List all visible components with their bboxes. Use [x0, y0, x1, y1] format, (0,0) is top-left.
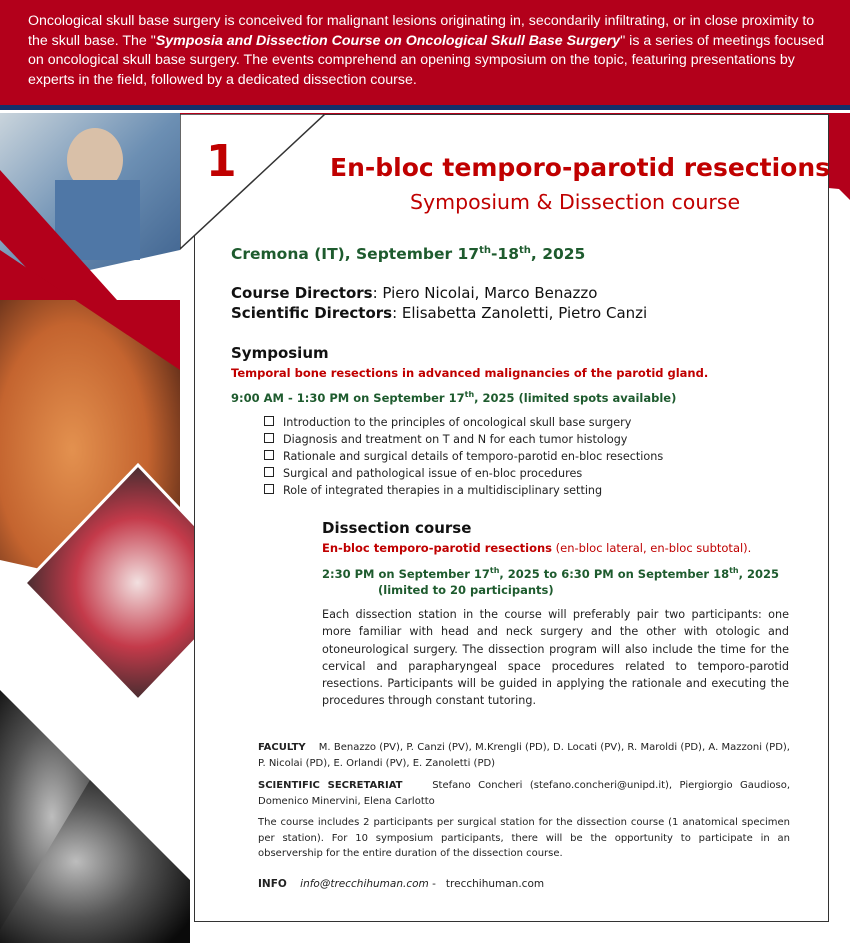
dissection-time-c: , 2025 — [738, 566, 780, 581]
scientific-directors-names: : Elisabetta Zanoletti, Pietro Canzi — [392, 304, 648, 322]
dissection-topic — [322, 541, 751, 555]
symposium-time — [231, 390, 676, 405]
number-badge — [180, 114, 340, 254]
info-label: INFO — [258, 878, 287, 890]
location-prefix: Cremona (IT), September 17 — [231, 245, 480, 264]
list-item — [264, 414, 663, 431]
dissection-time-b: , 2025 to 6:30 PM on September 18 — [499, 566, 730, 581]
course-directors-names: : Piero Nicolai, Marco Benazzo — [372, 284, 598, 302]
topic-text: Diagnosis and treatment on T and N for each tumor histology — [283, 433, 628, 446]
symposium-heading: Symposium — [231, 344, 329, 362]
intro-text-after: " is a series of meetings focused on oncological skull base surgery. The events comprehend an opening symposium on the topic, featuring presentations by experts in the field, followed by a dedicated dissection course. — [28, 32, 824, 88]
topic-text: Role of integrated therapies in a multidisciplinary setting — [283, 484, 603, 497]
symposium-time-suffix: , 2025 (limited spots available) — [474, 390, 677, 405]
checkbox-icon — [264, 433, 274, 443]
event-number: 1 — [206, 136, 237, 187]
symposium-topic-text: Temporal bone resections in advanced malignancies of the parotid gland. — [231, 366, 709, 380]
info-email-link[interactable]: info@trecchihuman.com — [300, 878, 429, 890]
checkbox-icon — [264, 484, 274, 494]
secretariat-names: Stefano Concheri (stefano.concheri@unipd.it), Piergiorgio Gaudioso, Domenico Minervini, Elena Carlotto — [258, 780, 790, 807]
secretariat-label: SCIENTIFIC SECRETARIAT — [258, 780, 403, 791]
symposium-topics — [264, 414, 663, 499]
symposium-time-sup: th — [464, 390, 475, 399]
secretariat — [258, 778, 790, 809]
symposium-time-prefix: 9:00 AM - 1:30 PM on September 17 — [231, 390, 465, 405]
dissection-heading: Dissection course — [322, 519, 472, 537]
info-website-link[interactable]: trecchihuman.com — [445, 878, 545, 890]
topic-text: Surgical and pathological issue of en-bloc procedures — [283, 467, 583, 480]
faculty — [258, 740, 790, 771]
list-item — [264, 465, 663, 482]
info-line — [258, 878, 544, 890]
dissection-time-a: 2:30 PM on September 17 — [322, 566, 490, 581]
faculty-label: FACULTY — [258, 742, 306, 753]
dissection-time — [322, 566, 779, 581]
list-item — [264, 482, 663, 499]
info-separator: - — [428, 878, 440, 890]
intro-text-before: Oncological skull base surgery is conceived for malignant lesions originating in, secondarily infiltrating, or in close proximity to the skull base. The " — [28, 13, 815, 49]
dissection-description: Each dissection station in the course will preferably pair two participants: one more familiar with head and neck surgery and the other with otologic and otoneurological surgery. The dissection program will also include the time for the cervical and parapharyngeal space procedures related to temporo-parotid resections. Participants will be guided in applying the rationale and executing the procedures through constant tutoring. — [322, 608, 789, 708]
course-directors-label: Course Directors — [231, 284, 373, 302]
dissection-topic-bold: En-bloc temporo-parotid resections — [322, 541, 553, 555]
directors — [231, 283, 647, 323]
event-subtitle: Symposium & Dissection course — [410, 190, 741, 214]
scientific-directors-label: Scientific Directors — [231, 304, 393, 322]
dissection-limit: (limited to 20 participants) — [378, 583, 554, 597]
location-suffix: , 2025 — [530, 245, 586, 264]
blue-stripe — [0, 105, 850, 110]
checkbox-icon — [264, 416, 274, 426]
location-date — [231, 245, 585, 263]
dissection-topic-rest: (en-bloc lateral, en-bloc subtotal). — [552, 541, 752, 555]
intro-paragraph — [28, 12, 828, 90]
location-mid: -18 — [490, 245, 519, 264]
event-title: En-bloc temporo-parotid resections — [330, 153, 831, 182]
checkbox-icon — [264, 467, 274, 477]
faculty-names: M. Benazzo (PV), P. Canzi (PV), M.Krengli (PD), D. Locati (PV), R. Maroldi (PD), A. Mazzoni (PD), P. Nicolai (PD), E. Orlandi (PV), E. Zanoletti (PD) — [258, 742, 790, 769]
dissection-time-sup-b: th — [729, 566, 739, 575]
list-item — [264, 448, 663, 465]
topic-text: Rationale and surgical details of temporo-parotid en-bloc resections — [283, 450, 664, 463]
location-sup1: th — [479, 245, 491, 256]
checkbox-icon — [264, 450, 274, 460]
course-note: The course includes 2 participants per surgical station for the dissection course (1 anatomical specimen per station). For 10 symposium participants, there will be the opportunity to participate in an observership for the entire duration of the dissection course. — [258, 817, 790, 859]
location-sup2: th — [519, 245, 531, 256]
symposium-topic — [231, 366, 708, 380]
course-name: Symposia and Dissection Course on Oncological Skull Base Surgery — [155, 32, 621, 49]
list-item — [264, 431, 663, 448]
topic-text: Introduction to the principles of oncological skull base surgery — [283, 416, 632, 429]
dissection-time-sup-a: th — [489, 566, 500, 575]
